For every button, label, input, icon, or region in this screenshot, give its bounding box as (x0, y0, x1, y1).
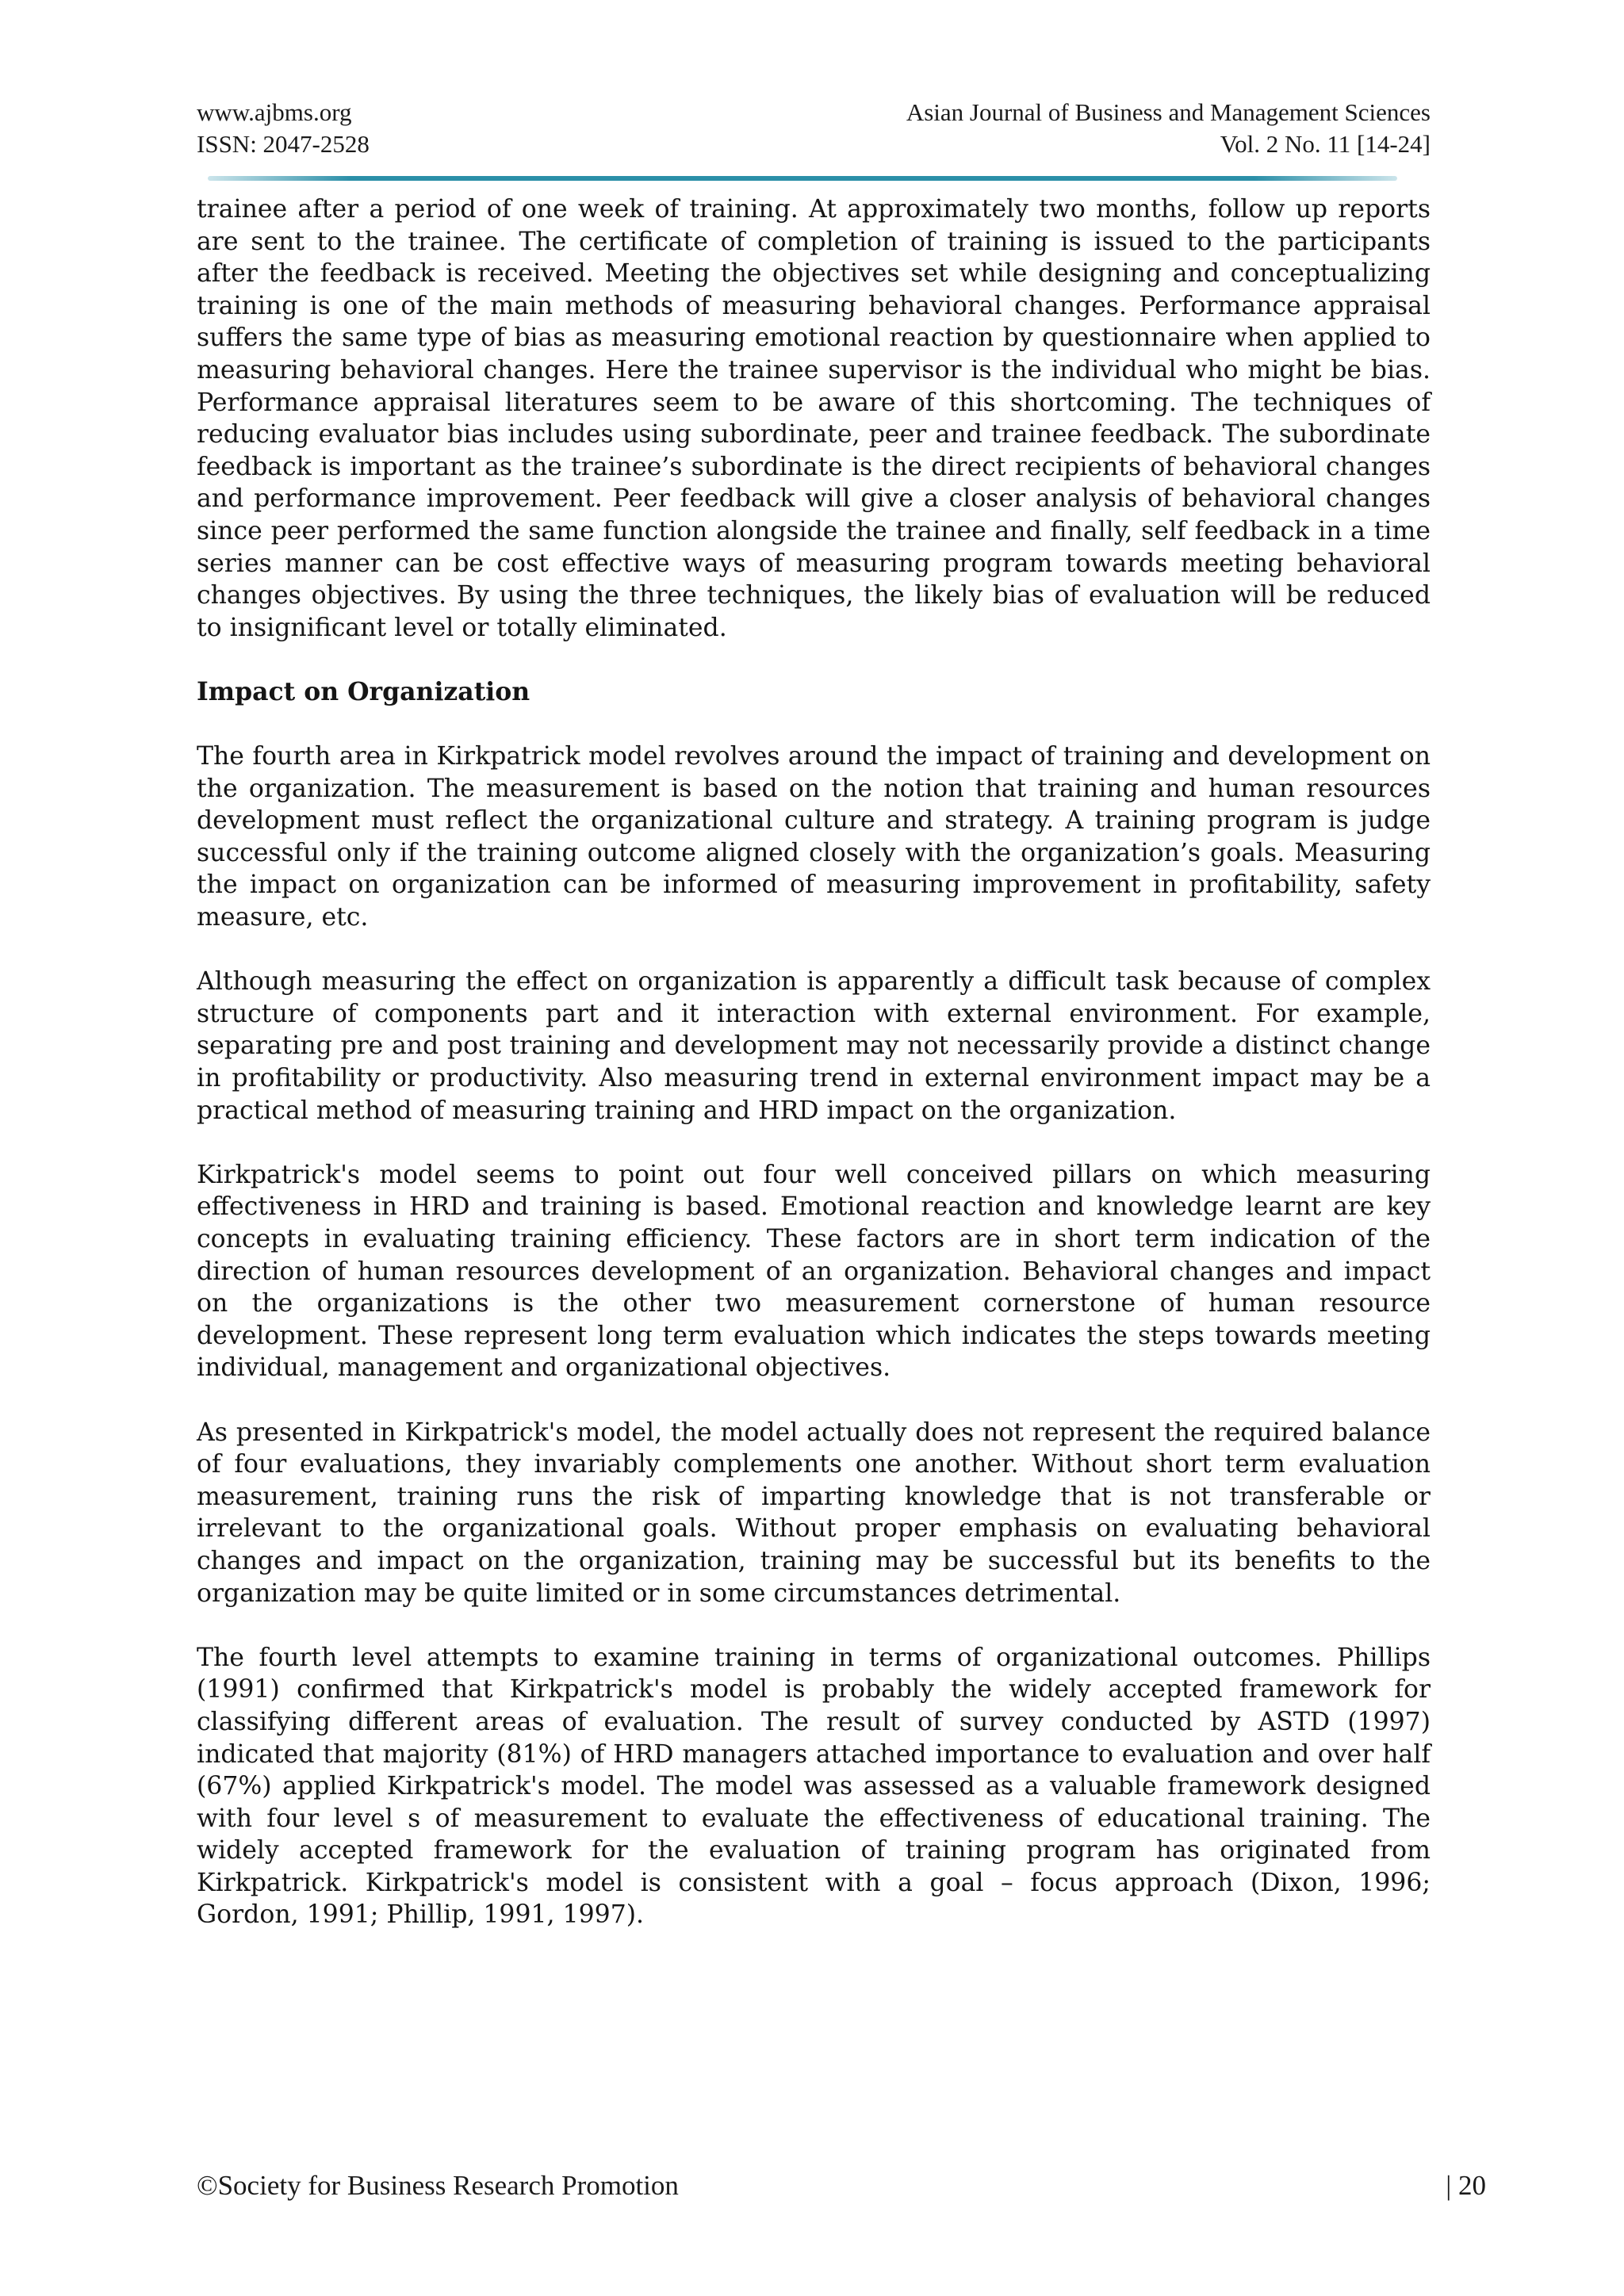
journal-website: www.ajbms.org (197, 98, 352, 126)
header-divider (208, 176, 1397, 181)
journal-volume: Vol. 2 No. 11 [14-24] (1220, 130, 1431, 158)
paragraph-2: The fourth area in Kirkpatrick model revolves around the impact of training and development on the organization. The measurement is based on the notion that training and human resources development must reflect the organizational culture and strategy. A training program is judge successful only if the training outcome aligned closely with the organization’s goals. Measuring the impact on organization can be informed of measuring improvement in profitability, safety measure, etc. (197, 742, 1431, 932)
header-row-bottom (197, 128, 1431, 160)
paragraph-3: Although measuring the effect on organization is apparently a difficult task because of complex structure of components part and it interaction with external environment. For example, separating pre and post training and development may not necessarily provide a distinct change in profitability or productivity. Also measuring trend in external environment impact may be a practical method of measuring training and HRD impact on the organization. (197, 967, 1431, 1125)
paragraph-5: As presented in Kirkpatrick's model, the model actually does not represent the required balance of four evaluations, they invariably complements one another. Without short term evaluation measurement, training runs the risk of imparting knowledge that is not transferable or irrelevant to the organizational goals. Without proper emphasis on evaluating behavioral changes and impact on the organization, training may be successful but its benefits to the organization may be quite limited or in some circumstances detrimental. (197, 1418, 1431, 1608)
article-body (197, 193, 1431, 1964)
page-footer (197, 2169, 1486, 2202)
paragraph-1: trainee after a period of one week of training. At approximately two months, follow up reports are sent to the trainee. The certificate of completion of training is issued to the participants after the feedback is received. Meeting the objectives set while designing and conceptualizing training is one of the main methods of measuring behavioral changes. Performance appraisal suffers the same type of bias as measuring emotional reaction by questionnaire when applied to measuring behavioral changes. Here the trainee supervisor is the individual who might be bias. Performance appraisal literatures seem to be aware of this shortcoming. The techniques of reducing evaluator bias includes using subordinate, peer and trainee feedback. The subordinate feedback is important as the trainee’s subordinate is the direct recipients of behavioral changes and performance improvement. Peer feedback will give a closer analysis of behavioral changes since peer performed the same function alongside the trainee and finally, self feedback in a time series manner can be cost effective ways of measuring program towards meeting behavioral changes objectives. By using the three techniques, the likely bias of evaluation will be reduced to insignificant level or totally eliminated. (197, 195, 1431, 642)
footer-copyright: ©Society for Business Research Promotion (197, 2170, 679, 2201)
paragraph-4: Kirkpatrick's model seems to point out four well conceived pillars on which measuring effectiveness in HRD and training is based. Emotional reaction and knowledge learnt are key concepts in evaluating training efficiency. These factors are in short term indication of the direction of human resources development of an organization. Behavioral changes and impact on the organizations is the other two measurement cornerstone of human resource development. These represent long term evaluation which indicates the steps towards meeting individual, management and organizational objectives. (197, 1160, 1431, 1383)
page-header (197, 97, 1431, 160)
page-number: | 20 (1446, 2170, 1486, 2201)
paragraph-6: The fourth level attempts to examine training in terms of organizational outcomes. Phillips (1991) confirmed that Kirkpatrick's model is probably the widely accepted framework for classifying different areas of evaluation. The result of survey conducted by ASTD (1997) indicated that majority (81%) of HRD managers attached importance to evaluation and over half (67%) applied Kirkpatrick's model. The model was assessed as a valuable framework designed with four level s of measurement to evaluate the effectiveness of educational training. The widely accepted framework for the evaluation of training program has originated from Kirkpatrick. Kirkpatrick's model is consistent with a goal – focus approach (Dixon, 1996; Gordon, 1991; Phillip, 1991, 1997). (197, 1643, 1431, 1930)
section-heading: Impact on Organization (197, 676, 530, 706)
header-row-top (197, 97, 1431, 128)
journal-issn: ISSN: 2047-2528 (197, 130, 370, 158)
journal-title: Asian Journal of Business and Management Sciences (906, 98, 1431, 126)
